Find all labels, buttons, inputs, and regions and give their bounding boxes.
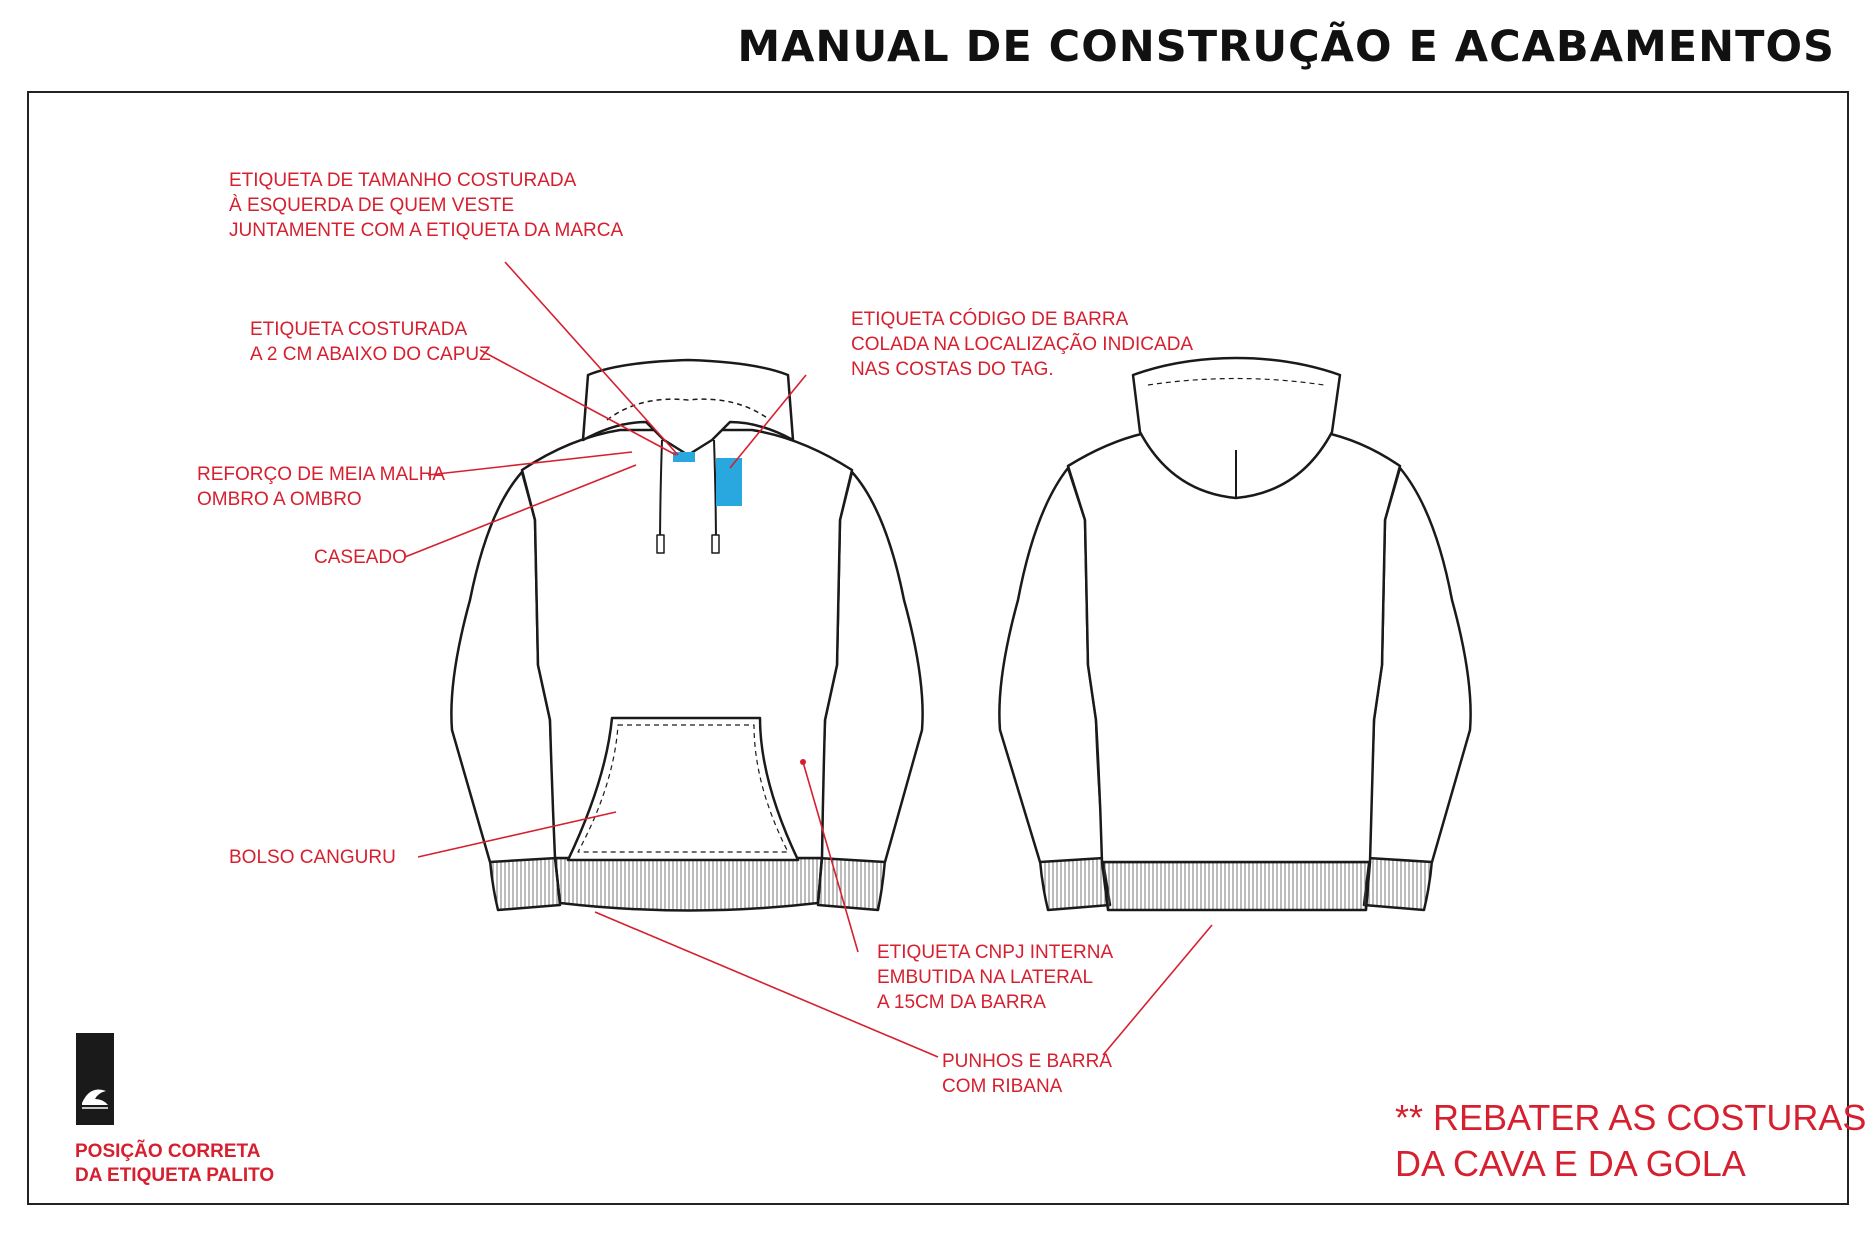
hoodie-front — [451, 360, 922, 911]
hem-back — [1102, 862, 1370, 910]
barcode-hangtag — [716, 458, 742, 506]
stitching-note: ** REBATER AS COSTURAS DA CAVA E DA GOLA — [1395, 1097, 1867, 1184]
tag-caption: POSIÇÃO CORRETA DA ETIQUETA PALITO — [75, 1141, 275, 1186]
left-cuff-back — [1040, 855, 1110, 910]
annotation-cnpj: ETIQUETA CNPJ INTERNA EMBUTIDA NA LATERAL A 15CM DA BARRA — [877, 942, 1114, 1013]
brand-tag-sample — [76, 1033, 114, 1125]
annotation-pocket: BOLSO CANGURU — [229, 847, 396, 868]
leader-cuffs-back — [1103, 925, 1212, 1055]
annotation-cuffs: PUNHOS E BARRA COM RIBANA — [942, 1051, 1112, 1097]
left-cuff-front — [490, 855, 560, 910]
cnpj-position-dot — [800, 759, 806, 765]
annotation-size-label: ETIQUETA DE TAMANHO COSTURADA À ESQUERDA DE QUEM VESTE JUNTAMENTE COM A ETIQUETA DA MARCA — [229, 170, 624, 241]
hoodie-back — [999, 358, 1470, 910]
hem-front — [555, 858, 822, 911]
annotation-reinforcement: REFORÇO DE MEIA MALHA OMBRO A OMBRO — [197, 464, 446, 510]
page-title: MANUAL DE CONSTRUÇÃO E ACABAMENTOS — [737, 22, 1835, 72]
annotation-sewn-label: ETIQUETA COSTURADA A 2 CM ABAIXO DO CAPUZ — [250, 319, 491, 365]
annotation-barcode: ETIQUETA CÓDIGO DE BARRA COLADA NA LOCALIZAÇÃO INDICADA NAS COSTAS DO TAG. — [851, 309, 1194, 380]
brand-logo-icon — [76, 1033, 114, 1125]
right-cuff-back — [1364, 855, 1432, 910]
annotation-buttonhole: CASEADO — [314, 547, 407, 568]
right-cuff-front — [818, 855, 885, 910]
